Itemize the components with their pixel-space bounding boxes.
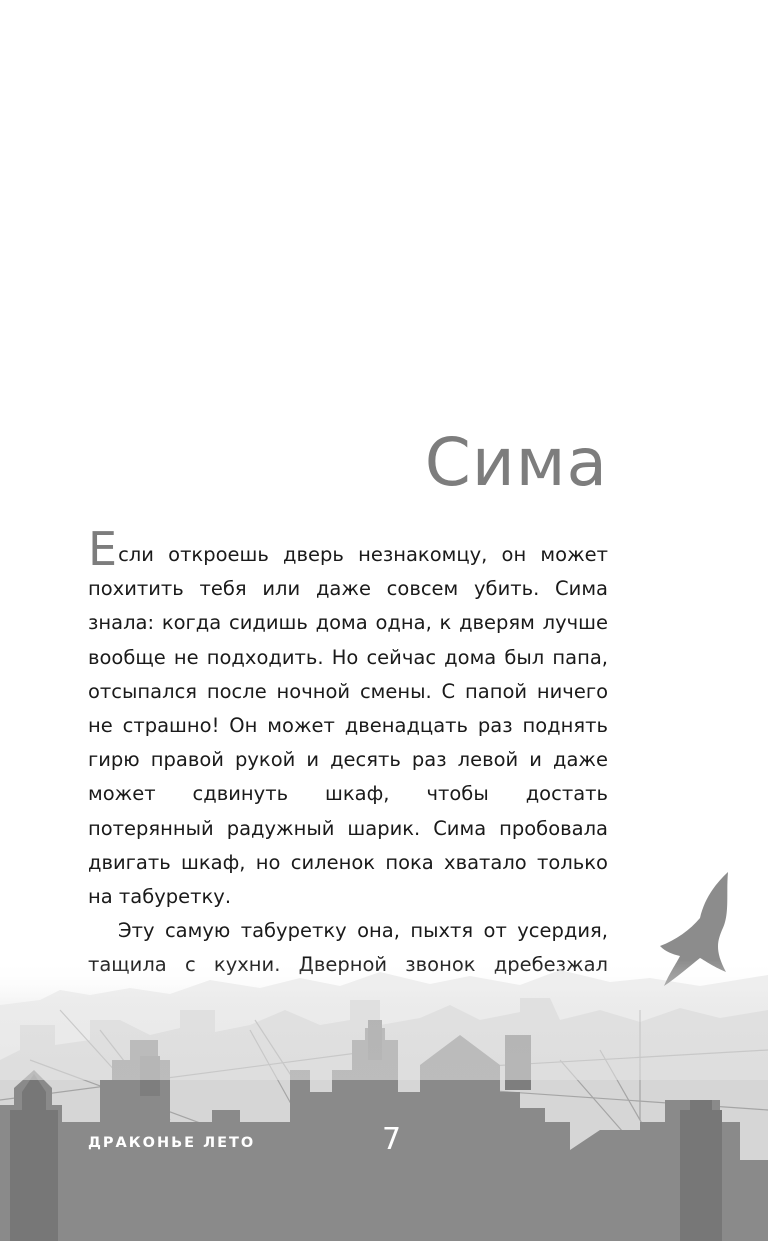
paragraph-1-text: сли откроешь дверь незнакомцу, он может похитить тебя или даже совсем убить. Сима знала: когда сидишь дома одна, к дверям лучше вообще не подходить. Но сейчас дома был папа, отсыпался после ночной смены. С папой ничего не страшно! Он может двенадцать раз поднять гирю правой рукой и десять раз левой и даже может сдвинуть шкаф, чтобы достать потерянный радужный шарик. Сима пробовала двигать шкаф, но силенок пока хватало только на табуретку. (88, 543, 608, 909)
rooftop-illustration (0, 860, 768, 1241)
paragraph-1 (88, 522, 608, 914)
page-number: 7 (382, 1122, 402, 1157)
right-chimney (680, 1100, 722, 1241)
chapter-title: Сима (424, 424, 608, 501)
paragraph-2: Эту самую табуретку она, пыхтя от усердия, (118, 919, 608, 943)
footer-book-title: ДРАКОНЬЕ ЛЕТО (88, 1135, 256, 1151)
drop-cap: Е (88, 522, 118, 576)
